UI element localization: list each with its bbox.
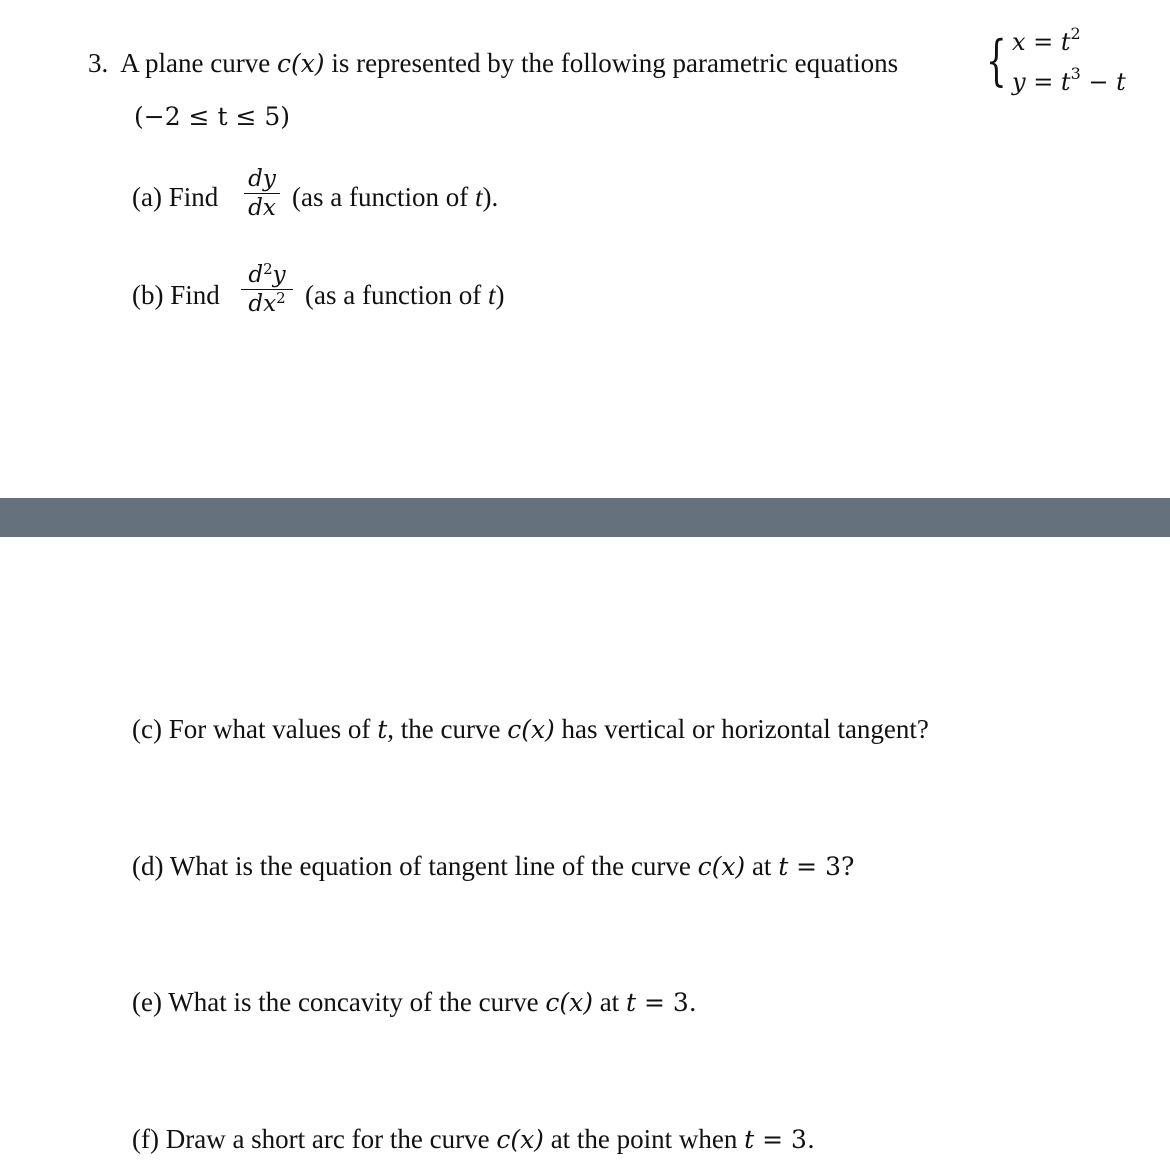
part-e: (e) What is the concavity of the curve c(x) at t = 3. (132, 987, 697, 1017)
part-e-var: t (625, 988, 636, 1017)
part-b-suffix: (as a function of t) (305, 280, 505, 310)
part-d-var: t (778, 852, 789, 881)
part-a-denominator: dx (248, 195, 276, 221)
part-f: (f) Draw a short arc for the curve c(x) at the point when t = 3. (132, 1124, 815, 1154)
part-e-curve: c(x) (545, 988, 593, 1017)
part-d: (d) What is the equation of tangent line of the curve c(x) at t = 3? (132, 851, 855, 881)
system-brace: { (986, 29, 1007, 92)
question-intro-rest: is represented by the following parametric equations (331, 48, 899, 78)
question-line-1 (88, 47, 898, 80)
part-c-var: t (377, 715, 388, 744)
section-divider (0, 498, 1170, 537)
part-a-numerator: dy (248, 166, 276, 192)
part-b-denominator: $dx^2$ (248, 289, 286, 317)
part-b-numerator: $d^2y$ (248, 260, 286, 288)
equation-y: $y = t^3 - t$ (1012, 64, 1126, 96)
part-c: (c) For what values of t, the curve c(x) has vertical or horizontal tangent? (132, 714, 929, 744)
part-b-fraction (241, 260, 293, 317)
parameter-domain: (−2 ≤ t ≤ 5) (134, 102, 290, 131)
part-c-curve: c(x) (507, 715, 555, 744)
curve-name: c(x) (276, 49, 325, 78)
part-f-var: t (744, 1125, 755, 1154)
question-number: 3. (88, 48, 109, 78)
part-d-curve: c(x) (697, 852, 746, 881)
equation-x: $x = t^2$ (1012, 24, 1081, 56)
part-f-curve: c(x) (496, 1125, 544, 1154)
part-a-fraction (244, 167, 280, 220)
part-a-label: (a) Find (132, 182, 219, 212)
question-intro: A plane curve (120, 48, 271, 78)
part-b-label: (b) Find (132, 280, 220, 310)
part-a-suffix: (as a function of t). (292, 182, 499, 212)
